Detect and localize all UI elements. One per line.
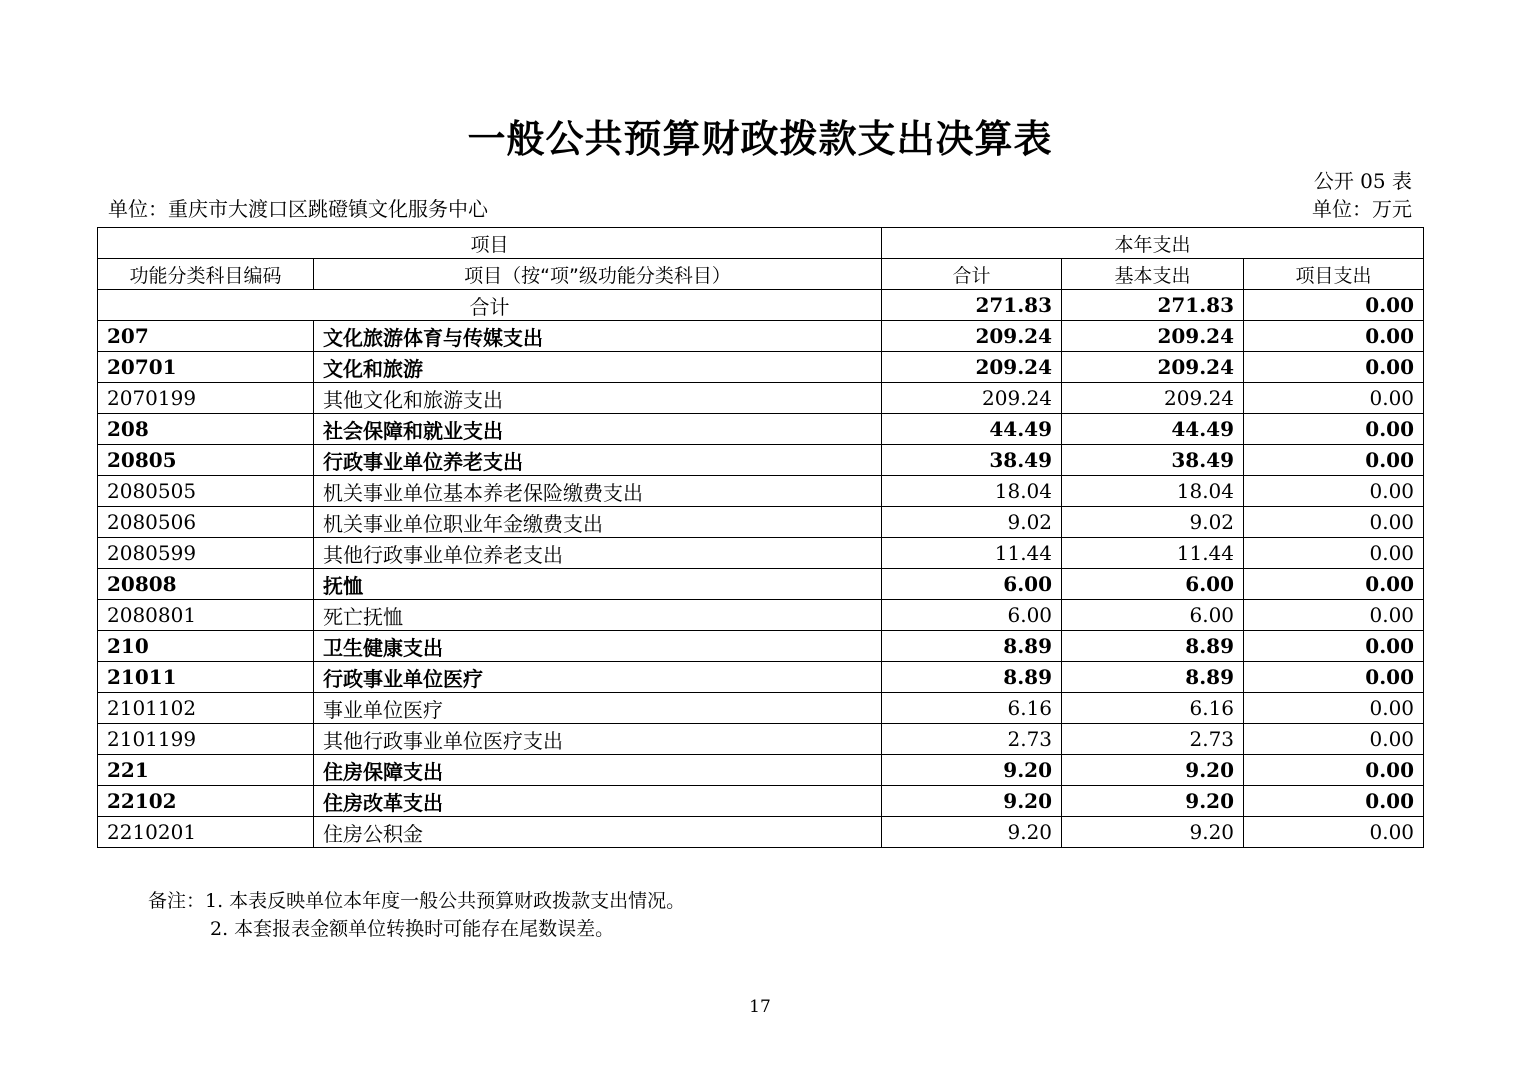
total-project: 0.00: [1244, 290, 1424, 321]
row-name: 其他文化和旅游支出: [314, 383, 882, 414]
row-name: 文化和旅游: [314, 352, 882, 383]
row-code: 21011: [98, 662, 314, 693]
row-total: 9.02: [882, 507, 1062, 538]
row-name: 文化旅游体育与传媒支出: [314, 321, 882, 352]
form-number: 公开 05 表: [1313, 169, 1412, 193]
row-name: 社会保障和就业支出: [314, 414, 882, 445]
table-row: [98, 445, 1424, 476]
table-row: [98, 414, 1424, 445]
table-row: [98, 631, 1424, 662]
row-code: 2080506: [98, 507, 314, 538]
page-number: 17: [749, 997, 771, 1017]
row-basic: 8.89: [1062, 662, 1244, 693]
header-row-columns: [98, 259, 1424, 290]
budget-table: [97, 227, 1424, 848]
header-project: 项目支出: [1244, 259, 1424, 290]
row-project: 0.00: [1244, 693, 1424, 724]
row-code: 208: [98, 414, 314, 445]
row-code: 2210201: [98, 817, 314, 848]
table-row: [98, 383, 1424, 414]
row-project: 0.00: [1244, 321, 1424, 352]
row-code: 207: [98, 321, 314, 352]
table-row: [98, 538, 1424, 569]
row-total: 6.16: [882, 693, 1062, 724]
row-name: 其他行政事业单位医疗支出: [314, 724, 882, 755]
table-row: [98, 569, 1424, 600]
table-row: [98, 786, 1424, 817]
row-basic: 11.44: [1062, 538, 1244, 569]
row-name: 其他行政事业单位养老支出: [314, 538, 882, 569]
row-total: 6.00: [882, 569, 1062, 600]
row-basic: 209.24: [1062, 321, 1244, 352]
row-basic: 9.20: [1062, 786, 1244, 817]
page-title: 一般公共预算财政拨款支出决算表: [467, 117, 1053, 161]
row-name: 机关事业单位基本养老保险缴费支出: [314, 476, 882, 507]
row-basic: 18.04: [1062, 476, 1244, 507]
row-total: 8.89: [882, 631, 1062, 662]
row-project: 0.00: [1244, 352, 1424, 383]
row-project: 0.00: [1244, 786, 1424, 817]
row-project: 0.00: [1244, 631, 1424, 662]
row-basic: 6.16: [1062, 693, 1244, 724]
row-name: 机关事业单位职业年金缴费支出: [314, 507, 882, 538]
row-project: 0.00: [1244, 817, 1424, 848]
row-code: 2101199: [98, 724, 314, 755]
row-total: 209.24: [882, 383, 1062, 414]
total-row: [98, 290, 1424, 321]
row-code: 2070199: [98, 383, 314, 414]
row-code: 210: [98, 631, 314, 662]
table-row: [98, 507, 1424, 538]
row-total: 38.49: [882, 445, 1062, 476]
table-row: [98, 662, 1424, 693]
table-row: [98, 693, 1424, 724]
note-2: 2. 本套报表金额单位转换时可能存在尾数误差。: [210, 918, 615, 940]
row-code: 2080505: [98, 476, 314, 507]
row-total: 8.89: [882, 662, 1062, 693]
row-basic: 44.49: [1062, 414, 1244, 445]
row-name: 抚恤: [314, 569, 882, 600]
row-code: 22102: [98, 786, 314, 817]
note-1: 备注：1. 本表反映单位本年度一般公共预算财政拨款支出情况。: [148, 890, 686, 912]
row-name: 死亡抚恤: [314, 600, 882, 631]
row-code: 20805: [98, 445, 314, 476]
row-project: 0.00: [1244, 600, 1424, 631]
header-code: 功能分类科目编码: [98, 259, 314, 290]
row-basic: 6.00: [1062, 600, 1244, 631]
row-basic: 9.02: [1062, 507, 1244, 538]
row-code: 2080801: [98, 600, 314, 631]
row-name: 行政事业单位医疗: [314, 662, 882, 693]
row-basic: 38.49: [1062, 445, 1244, 476]
total-total: 271.83: [882, 290, 1062, 321]
header-name: 项目（按“项”级功能分类科目）: [314, 259, 882, 290]
row-project: 0.00: [1244, 507, 1424, 538]
table-row: [98, 724, 1424, 755]
row-name: 住房改革支出: [314, 786, 882, 817]
table-row: [98, 600, 1424, 631]
header-current-year-group: 本年支出: [882, 228, 1424, 259]
row-project: 0.00: [1244, 724, 1424, 755]
total-basic: 271.83: [1062, 290, 1244, 321]
row-code: 20701: [98, 352, 314, 383]
row-basic: 209.24: [1062, 383, 1244, 414]
row-project: 0.00: [1244, 383, 1424, 414]
row-code: 221: [98, 755, 314, 786]
row-project: 0.00: [1244, 569, 1424, 600]
row-project: 0.00: [1244, 538, 1424, 569]
row-basic: 9.20: [1062, 817, 1244, 848]
table-row: [98, 352, 1424, 383]
organization-unit: 单位：重庆市大渡口区跳磴镇文化服务中心: [108, 197, 488, 221]
row-basic: 8.89: [1062, 631, 1244, 662]
row-name: 事业单位医疗: [314, 693, 882, 724]
header-total: 合计: [882, 259, 1062, 290]
table-row: [98, 476, 1424, 507]
row-basic: 9.20: [1062, 755, 1244, 786]
row-project: 0.00: [1244, 445, 1424, 476]
row-name: 卫生健康支出: [314, 631, 882, 662]
total-label: 合计: [98, 290, 882, 321]
header-project-group: 项目: [98, 228, 882, 259]
row-code: 2101102: [98, 693, 314, 724]
row-name: 住房保障支出: [314, 755, 882, 786]
row-name: 行政事业单位养老支出: [314, 445, 882, 476]
row-project: 0.00: [1244, 662, 1424, 693]
row-code: 20808: [98, 569, 314, 600]
header-basic: 基本支出: [1062, 259, 1244, 290]
table-row: [98, 817, 1424, 848]
table-row: [98, 321, 1424, 352]
row-basic: 2.73: [1062, 724, 1244, 755]
row-project: 0.00: [1244, 414, 1424, 445]
currency-unit: 单位：万元: [1312, 197, 1412, 221]
row-total: 2.73: [882, 724, 1062, 755]
row-basic: 6.00: [1062, 569, 1244, 600]
row-basic: 209.24: [1062, 352, 1244, 383]
row-name: 住房公积金: [314, 817, 882, 848]
row-project: 0.00: [1244, 476, 1424, 507]
header-row-group: [98, 228, 1424, 259]
row-total: 9.20: [882, 755, 1062, 786]
row-total: 6.00: [882, 600, 1062, 631]
row-total: 9.20: [882, 817, 1062, 848]
row-code: 2080599: [98, 538, 314, 569]
notes: [148, 887, 685, 943]
table-row: [98, 755, 1424, 786]
row-total: 9.20: [882, 786, 1062, 817]
row-total: 209.24: [882, 321, 1062, 352]
row-total: 44.49: [882, 414, 1062, 445]
row-total: 18.04: [882, 476, 1062, 507]
row-total: 209.24: [882, 352, 1062, 383]
row-total: 11.44: [882, 538, 1062, 569]
row-project: 0.00: [1244, 755, 1424, 786]
